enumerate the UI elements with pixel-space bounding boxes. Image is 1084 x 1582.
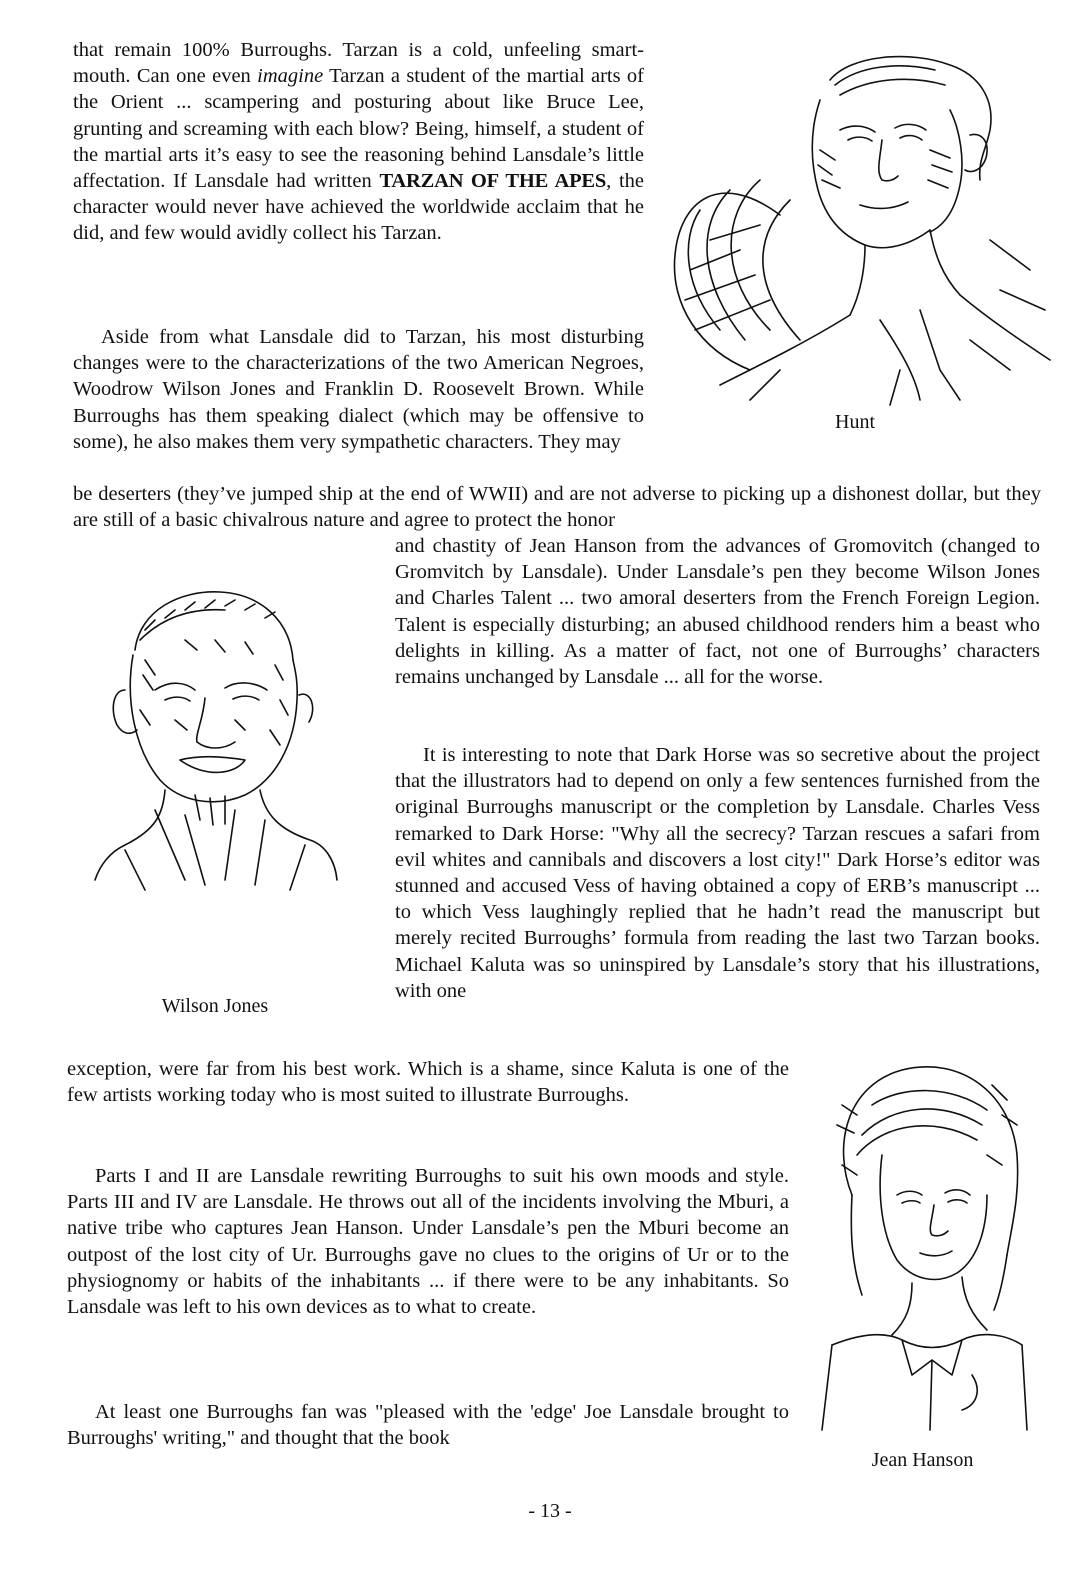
jean-sketch-icon xyxy=(812,1045,1032,1435)
wilson-jones-illustration xyxy=(85,580,340,900)
p1-text-c: , the character would never have achieved the worldwide acclaim that he did, and few would avidly collect his Tarzan. xyxy=(73,170,645,245)
page-number: - 13 - xyxy=(528,1500,572,1522)
paragraph-1 xyxy=(73,37,644,247)
wilson-sketch-icon xyxy=(85,580,340,900)
paragraph-5: At least one Burroughs fan was "pleased with the 'edge' Joe Lansdale brought to Burroughs' writing," and thought that the book xyxy=(67,1401,789,1450)
p1-text-a: that remain 100% Burroughs. Tarzan is a cold, unfeeling smart-mouth. Can one even xyxy=(73,39,644,88)
p1-emphasis: imagine xyxy=(257,65,324,88)
paragraph-4: Parts I and II are Lansdale rewriting Burroughs to suit his own moods and style. Parts III and IV are Lansdale. He throws out all of the incidents involving the Mburi, a native tribe who captures Jean Hanson. Under Lansdale’s pen the Mburi become an outpost of the lost city of Ur. Burroughs gave no clues to the origins of Ur or to the physiognomy or habits of the inhabitants ... if there were to be any inhabitants. So Lansdale was left to his own devices as to what to create. xyxy=(67,1165,789,1319)
paragraph-2-part-b: be deserters (they’ve jumped ship at the end of WWII) and are not adverse to picking up a dishonest dollar, but they are still of a basic chivalrous nature and agree to protect the honor xyxy=(73,483,1041,532)
jean-hanson-illustration xyxy=(812,1045,1032,1435)
caption-jean-hanson: Jean Hanson xyxy=(871,1449,974,1471)
paragraph-2-part-a: Aside from what Lansdale did to Tarzan, his most disturbing changes were to the characterizations of the two American Negroes, Woodrow Wilson Jones and Franklin D. Roosevelt Brown. While Burroughs has them speaking dialect (which may be offensive to some), he also makes them very sympathetic characters. They may xyxy=(73,326,644,453)
p1-text-b: Tarzan a student of the martial arts of the Orient ... scampering and posturing about like Bruce Lee, grunting and screaming with each blow? Being, himself, a student of the martial arts it’s easy to see the reasoning behind Lansdale’s little affectation. If Lansdale had written xyxy=(73,65,644,193)
paragraph-3-part-a: It is interesting to note that Dark Horse was so secretive about the project that the illustrators had to depend on only a few sentences furnished from the original Burroughs manuscript or the completion by Lansdale. Charles Vess remarked to Dark Horse: "Why all the secrecy? Tarzan rescues a safari from evil whites and cannibals and discovers a lost city!" Dark Horse’s editor was stunned and accused Vess of having obtained a copy of ERB’s manuscript ... to which Vess laughingly replied that he hadn’t read the manuscript but merely recited Burroughs’ formula from reading the last two Tarzan books. Michael Kaluta was so uninspired by Lansdale’s story that his illustrations, with one xyxy=(395,744,1040,1002)
caption-wilson-jones: Wilson Jones xyxy=(161,995,269,1017)
hunt-sketch-icon xyxy=(660,40,1060,410)
caption-hunt: Hunt xyxy=(835,411,875,433)
hunt-illustration xyxy=(660,40,1060,410)
p1-book-title: TARZAN OF THE APES xyxy=(379,170,607,193)
paragraph-2-part-c: and chastity of Jean Hanson from the advances of Gromovitch (changed to Gromvitch by Lansdale). Under Lansdale’s pen they become Wilson Jones and Charles Talent ... two amoral deserters from the French Foreign Legion. Talent is especially disturbing; an abused childhood renders him a beast who delights in killing. As a matter of fact, not one of Burroughs’ characters remains unchanged by Lansdale ... all for the worse. xyxy=(395,535,1040,689)
paragraph-3-part-b: exception, were far from his best work. Which is a shame, since Kaluta is one of the few artists working today who is most suited to illustrate Burroughs. xyxy=(67,1058,789,1107)
